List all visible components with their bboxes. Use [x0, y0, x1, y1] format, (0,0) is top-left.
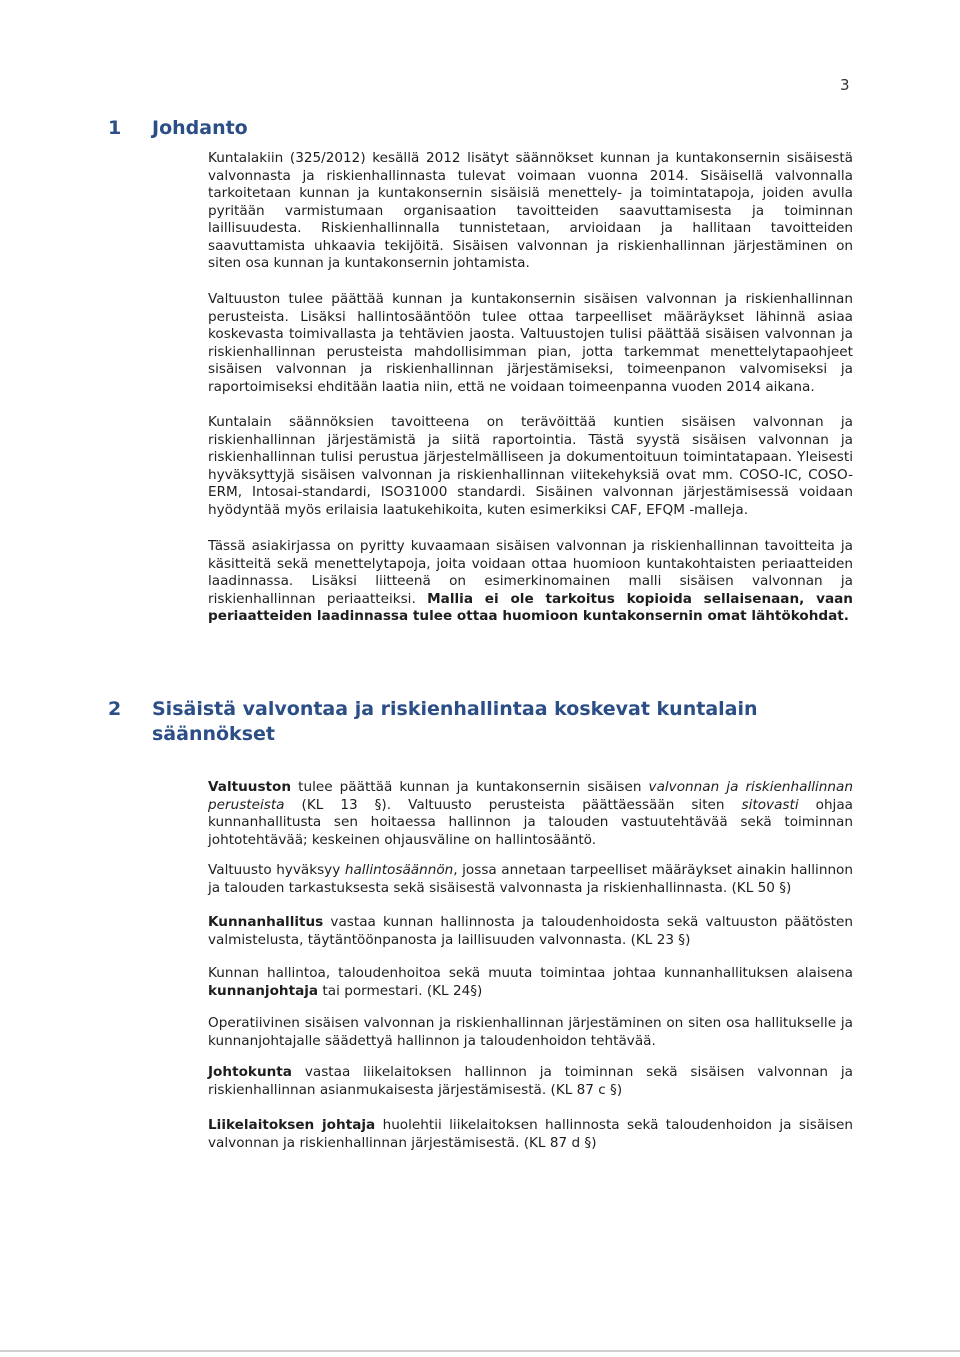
p6-text-1: vastaa liikelaitoksen hallinnon ja toiminnan sekä sisäisen valvonnan ja riskienhallinnan asianmukaisesta järjestämisestä. (KL 87 c §) [208, 1064, 853, 1098]
section-2-paragraph-7 [208, 1117, 853, 1152]
section-1-paragraph-4-note: Mallia ei ole tarkoitus kopioida sellaisenaan, vaan periaatteiden laadinnassa tulee ottaa huomioon kuntakonsernin omat lähtökohdat. [208, 590, 853, 624]
section-2-paragraph-6 [208, 1064, 853, 1099]
section-1-paragraph-3: Kuntalain säännöksien tavoitteena on terävöittää kuntien sisäisen valvonnan ja riskienhallinnan järjestämistä ja siitä raportointia. Tästä syystä sisäisen valvonnan ja riskienhallinnan tulisi perustua järjestelmälliseen ja dokumentoituun toimintatapaan. Yleisesti hyväksyttyjä sisäisen valvonnan ja riskienhallinnan viitekehyksiä ovat mm. COSO-IC, COSO-ERM, Intosai-standardi, ISO31000 standardi. Sisäinen valvonnan järjestämisessä voidaan hyödyntää myös erilaisia laatukehikoita, kuten esimerkiksi CAF, EFQM -malleja. [208, 414, 853, 518]
term-johtokunta: Johtokunta [208, 1064, 292, 1080]
p4-text-1: Kunnan hallintoa, taloudenhoitoa sekä muuta toimintaa johtaa kunnanhallituksen alaisena [208, 965, 853, 981]
term-hallintosaanto: hallintosäännön [344, 862, 454, 878]
p5-text-1: Operatiivinen sisäisen valvonnan ja riskienhallinnan järjestäminen on siten osa hallitukselle ja kunnanjohtajalle säädettyä hallinnon ja taloudenhoidon tehtävää. [208, 1015, 853, 1049]
section-1-paragraph-1: Kuntalakiin (325/2012) kesällä 2012 lisätyt säännökset kunnan ja kuntakonsernin sisäisestä valvonnasta ja riskienhallinnasta tulevat voimaan vuonna 2014. Sisäisellä valvonnalla tarkoitetaan kunnan ja kuntakonsernin sisäisiä menettely- ja toimintatapoja, joiden avulla pyritään varmistumaan organisaation tavoitteiden saavuttamisesta ja toiminnan laillisuudesta. Riskienhallinnalla tunnistetaan, arvioidaan ja hallitaan tavoitteiden saavuttamista uhkaavia tekijöitä. Sisäisen valvonnan ja riskienhallinnan järjestäminen on siten osa kunnan ja kuntakonsernin johtamista. [208, 150, 853, 271]
section-2-paragraph-2 [208, 862, 853, 897]
section-1-title: Johdanto [152, 117, 248, 139]
p4-text-2: tai pormestari. (KL 24§) [318, 982, 483, 999]
scan-edge-line [0, 1350, 960, 1352]
section-1-paragraph-4 [208, 538, 853, 626]
p2-text-2: , jossa annetaan tarpeelliset määräykset ainakin hallinnon ja talouden tarkastuksesta sekä sisäisestä valvonnasta ja riskienhallinnasta. (KL 50 §) [208, 862, 853, 896]
section-2-paragraph-5 [208, 1015, 853, 1050]
term-sitovasti: sitovasti [741, 796, 799, 813]
term-kunnanjohtaja: kunnanjohtaja [208, 982, 319, 999]
section-2-title: Sisäistä valvontaa ja riskienhallintaa koskevat kuntalain säännökset [152, 698, 758, 745]
term-kunnanhallitus: Kunnanhallitus [208, 914, 324, 930]
term-liikelaitoksen-johtaja: Liikelaitoksen johtaja [208, 1117, 376, 1133]
section-2-paragraph-3 [208, 914, 853, 949]
p2-text-1: Valtuusto hyväksyy [208, 862, 345, 878]
section-2-paragraph-1 [208, 779, 853, 849]
p7-text-1: huolehtii liikelaitoksen hallinnosta sekä taloudenhoidon ja sisäisen valvonnan ja riskienhallinnan järjestämisestä. (KL 87 d §) [208, 1117, 853, 1151]
page-number: 3 [840, 76, 850, 94]
section-1-paragraph-2: Valtuuston tulee päättää kunnan ja kuntakonsernin sisäisen valvonnan ja riskienhallinnan perusteista. Lisäksi hallintosääntöön tulee ottaa tarpeelliset määräykset lähinnä asiaa koskevasta toimivallasta ja tehtävien jaosta. Valtuustojen tulisi päättää sisäisen valvonnan ja riskienhallinnan perusteista mahdollisimman pian, jotta tarkemmat menettelytapaohjeet sisäisen valvonnan ja riskienhallinnan järjestämiseksi, toimeenpanon valvomiseksi ja raportoimiseksi ehditään laatia niin, että ne voidaan toimeenpanna vuoden 2014 aikana. [208, 291, 853, 395]
p1-text-3: ohjaa kunnanhallitusta sen hoitaessa hallinnon ja talouden vastuutehtävää sekä toiminnan johtotehtävää; keskeinen ohjausväline on hallintosääntö. [208, 796, 853, 848]
section-1-number: 1 [108, 117, 122, 139]
term-perusteista: valvonnan ja riskienhallinnan perusteista [208, 779, 853, 813]
term-valtuuston: Valtuuston [208, 779, 292, 795]
p1-text-2: (KL 13 §). Valtuusto perusteista päättäessään siten [284, 796, 742, 813]
section-1-paragraph-4-text: Tässä asiakirjassa on pyritty kuvaamaan sisäisen valvonnan ja riskienhallinnan tavoitteita ja käsitteitä sekä menettelytapoja, joita voidaan ottaa huomioon kuntakohtaisten periaatteiden laadinnassa. Lisäksi liitteenä on esimerkinomainen malli sisäisen valvonnan ja riskienhallinnan periaatteiksi. [208, 538, 853, 607]
section-2-number: 2 [108, 698, 122, 720]
p3-text-1: vastaa kunnan hallinnosta ja taloudenhoidosta sekä valtuuston päätösten valmistelusta, täytäntöönpanosta ja laillisuuden valvonnasta. (KL 23 §) [208, 914, 853, 948]
section-2-paragraph-4 [208, 965, 853, 1000]
p1-text-1: tulee päättää kunnan ja kuntakonsernin sisäisen [291, 779, 649, 795]
